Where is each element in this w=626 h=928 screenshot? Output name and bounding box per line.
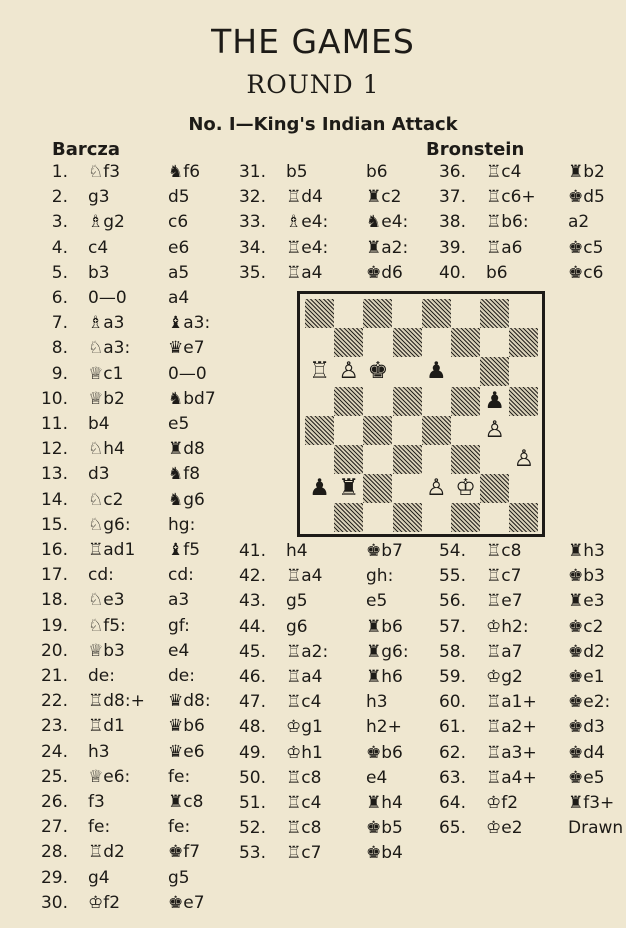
move-number: 65. [438,818,466,839]
move-number: 52. [238,818,266,839]
board-square [422,299,451,328]
move-number: 9. [51,363,68,384]
board-square [451,503,480,532]
board-square [422,328,451,357]
move-number: 42. [238,566,266,587]
black-move: ♚e5 [568,767,605,788]
move-number: 1. [51,162,68,182]
move-number: 58. [438,641,466,662]
white-move: ♔g2 [486,667,523,687]
board-square [422,416,451,445]
white-move: ♔e2 [486,818,523,839]
board-square [305,387,334,416]
board-square [363,445,392,474]
board-square [480,503,509,532]
move-number: 33. [238,212,266,233]
white-move: ♕e6: [88,766,131,787]
black-move: ♚d3 [568,717,605,738]
black-move: g5 [168,867,190,888]
black-move: ♚f7 [168,842,201,863]
white-move: b6 [486,262,508,283]
black-move: ♜d8 [168,439,205,460]
board-square [422,503,451,532]
round-heading: ROUND 1 [246,70,380,99]
black-move: e6 [168,237,190,258]
page-title: THE GAMES [211,22,415,61]
board-square [334,416,363,445]
white-move: ♔f2 [88,892,121,913]
move-number: 17. [40,565,68,586]
board-square [334,387,363,416]
white-move: fe: [88,817,111,838]
board-square [393,357,422,386]
black-move: cd: [168,565,194,586]
black-move: a4 [168,288,190,308]
white-move: h3 [88,741,110,762]
black-move: ♚b3 [568,566,605,587]
chess-piece-icon: ♙ [334,357,363,386]
move-number: 4. [51,237,68,258]
move-number: 57. [438,616,466,637]
black-move: ♚d5 [568,187,605,208]
white-move: ♗g2 [88,212,125,233]
move-number: 55. [438,566,466,587]
board-square [334,503,363,532]
chess-diagram [297,291,545,537]
board-square [509,416,538,445]
move-number: 44. [238,616,266,637]
move-number: 54. [438,541,466,561]
white-move: ♖c4 [486,162,522,182]
move-number: 5. [51,262,68,283]
move-number: 15. [40,514,68,535]
board-square [363,328,392,357]
chess-piece-icon: ♙ [480,416,509,445]
white-move: ♖a2: [286,641,329,662]
black-move: gf: [168,615,190,636]
black-move: ♚c6 [568,262,604,283]
board-square [451,299,480,328]
board-square [393,387,422,416]
white-move: ♘f3 [88,162,121,182]
white-move: ♗a3 [88,313,125,334]
board-square [363,299,392,328]
white-move: h4 [286,541,308,561]
white-move: ♕b2 [88,388,125,409]
board-square [305,328,334,357]
black-move: a2 [568,212,590,233]
black-move: ♜c2 [366,187,402,208]
black-move: ♜h6 [366,667,403,687]
move-number: 2. [51,187,68,208]
black-move: ♜g6: [366,641,409,662]
black-move: ♞f6 [168,162,201,182]
white-move: ♘e3 [88,590,125,611]
black-move: hg: [168,514,196,535]
move-number: 50. [238,767,266,788]
black-move: b6 [366,162,388,182]
move-number: 14. [40,489,68,510]
black-move: ♚b7 [366,541,403,561]
move-number: 38. [438,212,466,233]
move-number: 10. [40,388,68,409]
board-square [480,328,509,357]
board-square [334,299,363,328]
black-move: fe: [168,766,191,787]
white-move: f3 [88,792,105,812]
white-move: ♖d8:+ [88,691,145,712]
player-white: Barcza [52,139,121,160]
board-square [393,474,422,503]
black-move: ♝f5 [168,540,201,560]
black-move: ♞bd7 [168,388,216,409]
white-move: ♘h4 [88,439,125,460]
chess-piece-icon: ♜ [334,474,363,503]
board-square [480,445,509,474]
black-move: ♛b6 [168,716,205,737]
board-square [422,445,451,474]
move-number: 20. [40,640,68,661]
move-number: 19. [40,615,68,636]
white-move: ♖ad1 [88,540,136,560]
board-square [393,503,422,532]
black-move: h3 [366,692,388,713]
white-move: ♖c7 [286,843,322,864]
white-move: ♖a1+ [486,692,537,713]
board-square [451,387,480,416]
board-square [363,474,392,503]
board-square [305,445,334,474]
white-move: b5 [286,162,308,182]
black-move: ♜c8 [168,792,204,812]
board-square [363,503,392,532]
black-move: e4 [366,767,388,788]
black-move: ♞f8 [168,464,201,485]
white-move: b3 [88,262,110,283]
black-move: h2+ [366,717,402,738]
black-move: a5 [168,262,190,283]
white-move: ♖e7 [486,591,523,612]
move-number: 64. [438,793,466,813]
white-move: g4 [88,867,110,888]
black-move: ♚b4 [366,843,403,864]
move-number: 53. [238,843,266,864]
move-number: 13. [40,464,68,485]
move-number: 29. [40,867,68,888]
black-move: ♚c5 [568,237,604,258]
white-move: ♖a4+ [486,767,537,788]
black-move: fe: [168,817,191,838]
board-square [509,357,538,386]
white-move: ♖a4 [286,667,323,687]
board-square [393,328,422,357]
move-number: 63. [438,767,466,788]
white-move: ♖a3+ [486,742,537,763]
move-number: 37. [438,187,466,208]
white-move: ♖c4 [286,692,322,713]
black-move: ♚b6 [366,742,403,763]
black-move: de: [168,666,195,686]
black-move: ♚e7 [168,892,205,913]
board-square [480,474,509,503]
white-move: ♖a2+ [486,717,537,738]
chess-piece-icon: ♟ [422,357,451,386]
move-number: 47. [238,692,266,713]
chess-piece-icon: ♔ [451,474,480,503]
move-number: 11. [40,414,68,434]
board-square [451,445,480,474]
white-move: ♖b6: [486,212,529,233]
board-square [509,503,538,532]
white-move: ♘g6: [88,514,131,535]
black-move: ♚d4 [568,742,605,763]
white-move: cd: [88,565,114,586]
black-move: ♝a3: [168,313,211,334]
move-number: 25. [40,766,68,787]
black-move: ♚d6 [366,262,403,283]
black-move: ♞g6 [168,489,205,510]
move-number: 46. [238,667,266,687]
move-number: 43. [238,591,266,612]
white-move: ♖c7 [486,566,522,587]
move-number: 51. [238,793,266,813]
white-move: ♘c2 [88,489,124,510]
move-number: 23. [40,716,68,737]
move-number: 62. [438,742,466,763]
white-move: ♖d1 [88,716,125,737]
white-move: 0—0 [88,288,127,308]
white-move: ♖c8 [486,541,522,561]
board-square [305,503,334,532]
black-move: Drawn [568,818,624,839]
board-square [451,357,480,386]
move-number: 56. [438,591,466,612]
move-number: 27. [40,817,68,838]
black-move: a3 [168,590,190,611]
move-number: 34. [238,237,266,258]
black-move: e4 [168,640,190,661]
white-move: ♖c6+ [486,187,536,208]
white-move: ♖a4 [286,566,323,587]
black-move: ♚e1 [568,667,605,687]
black-move: ♛e6 [168,741,205,762]
white-move: c4 [88,237,109,258]
move-number: 21. [40,666,68,686]
move-number: 8. [51,338,68,359]
board-square [393,299,422,328]
black-move: ♛e7 [168,338,205,359]
board-square [509,474,538,503]
black-move: ♜b6 [366,616,403,637]
move-number: 24. [40,741,68,762]
black-move: ♜h4 [366,793,403,813]
white-move: ♖a7 [486,641,523,662]
board-square [509,328,538,357]
move-number: 32. [238,187,266,208]
black-move: ♚e2: [568,692,611,713]
board-square [422,387,451,416]
move-number: 30. [40,892,68,913]
white-move: ♖c8 [286,767,322,788]
move-number: 41. [238,541,266,561]
white-move: de: [88,666,115,686]
move-number: 3. [51,212,68,233]
black-move: d5 [168,187,190,208]
black-move: c6 [168,212,189,233]
black-move: ♜b2 [568,162,605,182]
white-move: g5 [286,591,308,612]
board-square [480,357,509,386]
move-number: 59. [438,667,466,687]
board-square [363,387,392,416]
chess-piece-icon: ♙ [509,445,538,474]
move-number: 39. [438,237,466,258]
white-move: g6 [286,616,308,637]
white-move: ♕c1 [88,363,124,384]
white-move: ♔h1 [286,742,323,763]
move-number: 18. [40,590,68,611]
move-number: 49. [238,742,266,763]
move-number: 61. [438,717,466,738]
board-square [509,299,538,328]
move-number: 12. [40,439,68,460]
move-number: 26. [40,792,68,812]
black-move: e5 [366,591,388,612]
white-move: ♘f5: [88,615,126,636]
black-move: gh: [366,566,394,587]
white-move: ♖a4 [286,262,323,283]
board-square [363,416,392,445]
chess-piece-icon: ♚ [363,357,392,386]
chess-piece-icon: ♖ [305,357,334,386]
black-move: ♚d2 [568,641,605,662]
white-move: ♖d2 [88,842,125,863]
move-number: 28. [40,842,68,863]
move-number: 7. [51,313,68,334]
player-black: Bronstein [426,139,525,160]
move-number: 31. [238,162,266,182]
black-move: ♜f3+ [568,793,615,813]
move-number: 6. [51,288,68,308]
move-number: 16. [40,540,68,560]
white-move: ♔g1 [286,717,323,738]
board-square [393,416,422,445]
chess-piece-icon: ♟ [305,474,334,503]
move-number: 35. [238,262,266,283]
white-move: ♖c8 [286,818,322,839]
move-number: 45. [238,641,266,662]
move-number: 60. [438,692,466,713]
move-number: 36. [438,162,466,182]
chess-piece-icon: ♟ [480,387,509,416]
white-move: ♘a3: [88,338,131,359]
black-move: 0—0 [168,363,207,384]
chess-piece-icon: ♙ [422,474,451,503]
black-move: ♛d8: [168,691,211,712]
black-move: e5 [168,414,190,434]
black-move: ♚c2 [568,616,604,637]
white-move: b4 [88,414,110,434]
board-square [480,299,509,328]
black-move: ♚b5 [366,818,403,839]
game-heading: No. I—King's Indian Attack [188,114,458,135]
white-move: d3 [88,464,110,485]
board-square [305,416,334,445]
move-number: 22. [40,691,68,712]
black-move: ♜e3 [568,591,605,612]
white-move: ♔h2: [486,616,529,637]
white-move: ♗e4: [286,212,329,233]
white-move: ♖d4 [286,187,323,208]
move-number: 40. [438,262,466,283]
white-move: ♔f2 [486,793,519,813]
white-move: ♖c4 [286,793,322,813]
move-number: 48. [238,717,266,738]
white-move: ♕b3 [88,640,125,661]
board-square [393,445,422,474]
board-square [451,416,480,445]
board-square [334,445,363,474]
board-square [451,328,480,357]
white-move: ♖e4: [286,237,329,258]
board-square [334,328,363,357]
black-move: ♞e4: [366,212,409,233]
black-move: ♜h3 [568,541,605,561]
white-move: g3 [88,187,110,208]
board-square [509,387,538,416]
black-move: ♜a2: [366,237,409,258]
board-square [305,299,334,328]
white-move: ♖a6 [486,237,523,258]
